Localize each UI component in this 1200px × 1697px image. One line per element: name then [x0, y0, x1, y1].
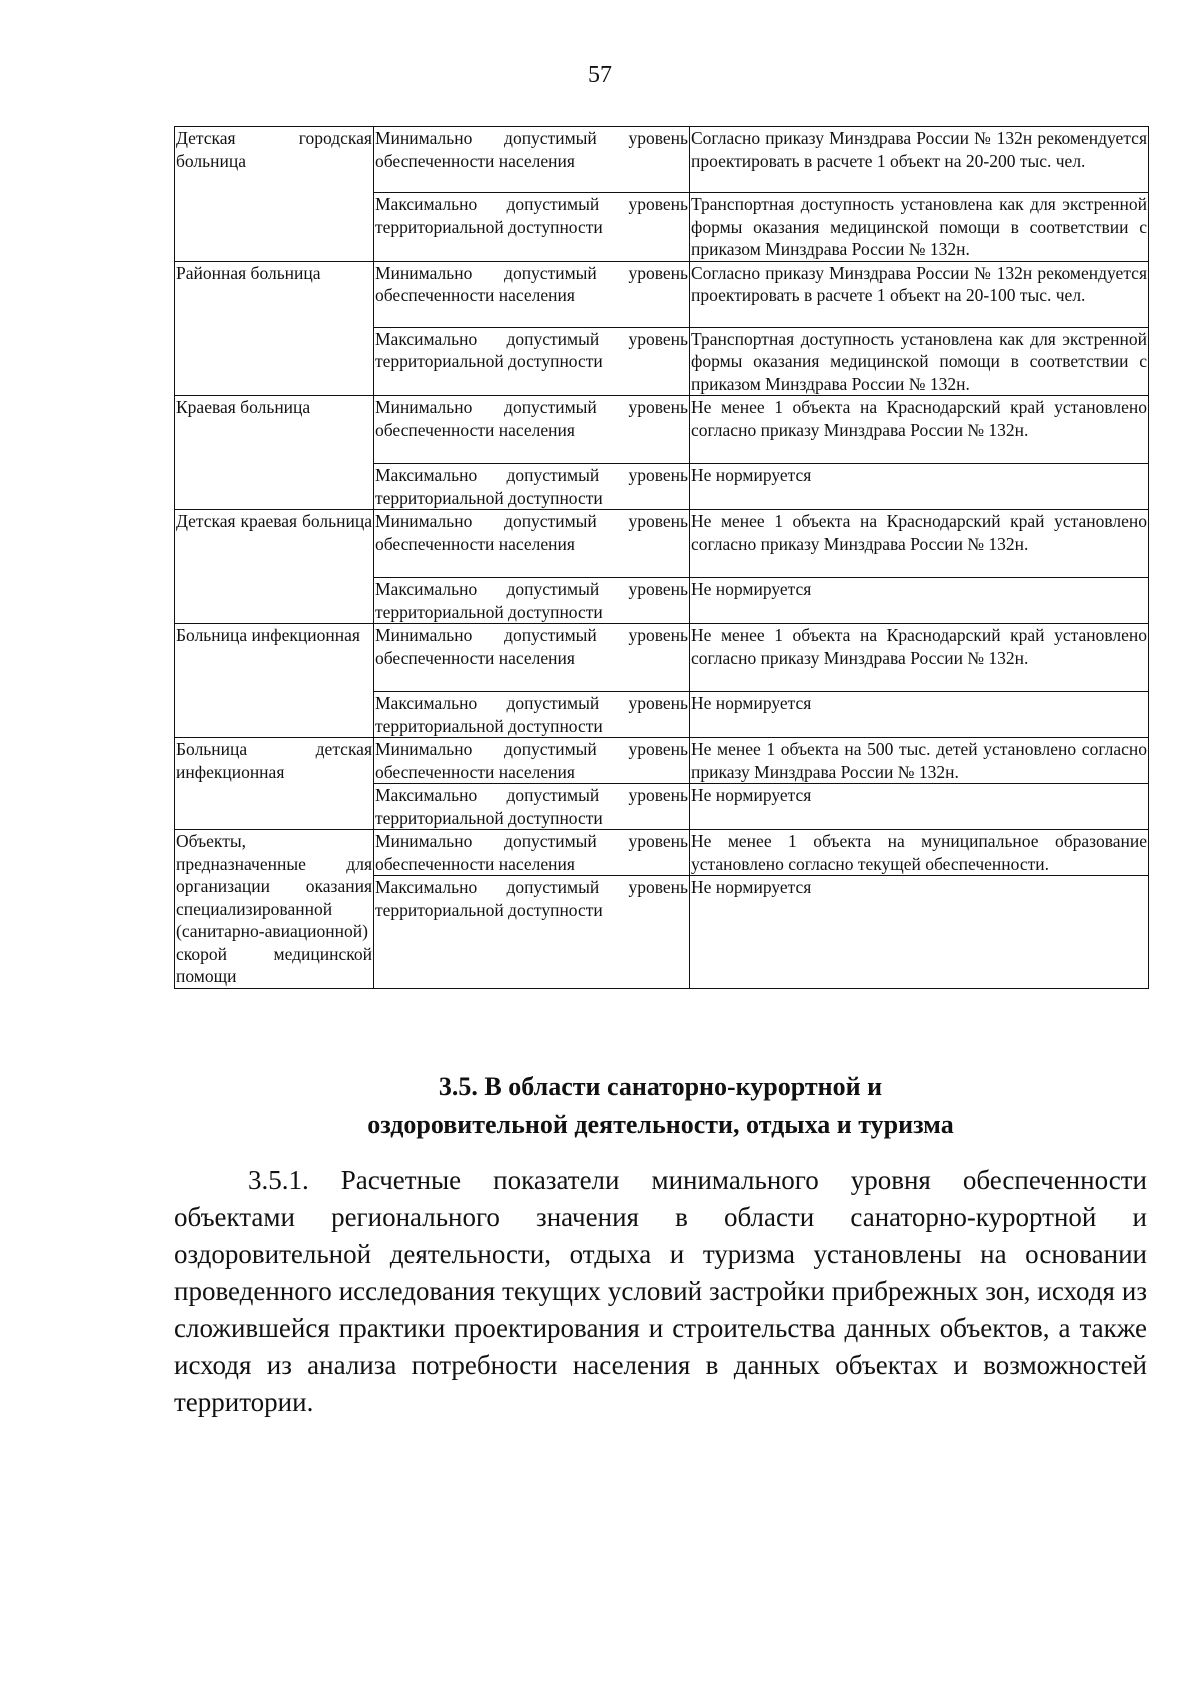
- indicator-cell: Максимально допустимый уровень территориальной доступности: [375, 785, 688, 828]
- value-cell: Не нормируется: [690, 784, 1149, 830]
- value-cell: Транспортная доступность установлена как для экстренной формы оказания медицинской помощи в соответствии с приказом Минздрава России № 132н.: [691, 328, 1147, 394]
- value-cell: Не менее 1 объекта на Краснодарский край установлено согласно приказу Минздрава России № 132н.: [690, 396, 1149, 464]
- indicator-cell: Минимально допустимый уровень обеспеченности населения: [374, 127, 690, 193]
- value-cell: Согласно приказу Минздрава России № 132н рекомендуется проектировать в расчете 1 объект на 20-200 тыс. чел.: [690, 127, 1149, 193]
- value-cell: Не менее 1 объекта на Краснодарский край установлено согласно приказу Минздрава России № 132н.: [690, 624, 1149, 692]
- object-cell: Краевая больница: [175, 396, 374, 510]
- indicator-cell: Минимально допустимый уровень обеспеченности населения: [374, 261, 690, 327]
- indicator-cell: Минимально допустимый уровень обеспеченности населения: [374, 624, 690, 692]
- indicator-cell: Максимально допустимый уровень территориальной доступности: [375, 693, 688, 736]
- value-cell: Не нормируется: [690, 692, 1149, 738]
- object-cell: Объекты, предназначенные для организации оказания специализированной (санитарно-авиационной) скорой медицинской помощи: [176, 831, 372, 986]
- indicator-cell: Минимально допустимый уровень обеспеченности населения: [374, 396, 690, 464]
- object-cell: Детская краевая больница: [175, 510, 374, 624]
- indicator-cell: Максимально допустимый уровень территориальной доступности: [374, 193, 690, 262]
- table-row: [175, 624, 1149, 692]
- indicator-cell: Минимально допустимый уровень обеспеченности населения: [374, 510, 690, 578]
- page-number: 57: [588, 62, 612, 88]
- value-cell: Не менее 1 объекта на муниципальное образование установлено согласно текущей обеспеченности.: [690, 830, 1149, 876]
- table-row: [175, 830, 1149, 876]
- value-cell: Не менее 1 объекта на 500 тыс. детей установлено согласно приказу Минздрава России № 132н.: [691, 739, 1147, 782]
- value-cell: Транспортная доступность установлена как для экстренной формы оказания медицинской помощи в соответствии с приказом Минздрава России № 132н.: [691, 194, 1147, 259]
- table-row: [175, 510, 1149, 578]
- indicator-cell: Минимально допустимый уровень обеспеченности населения: [374, 830, 690, 876]
- table-row: [175, 261, 1149, 327]
- section-heading-line: 3.5. В области санаторно-курортной и: [438, 1072, 883, 1101]
- indicator-cell: Максимально допустимый уровень территориальной доступности: [374, 327, 690, 396]
- object-cell: Районная больница: [175, 261, 374, 396]
- table-row: [175, 738, 1149, 784]
- indicator-cell: Максимально допустимый уровень территориальной доступности: [374, 876, 690, 988]
- object-cell: Больница инфекционная: [175, 624, 374, 738]
- value-cell: Не менее 1 объекта на Краснодарский край установлено согласно приказу Минздрава России № 132н.: [690, 510, 1149, 578]
- indicator-cell: Минимально допустимый уровень обеспеченности населения: [375, 739, 688, 782]
- section-heading: [174, 1068, 1147, 1144]
- table-row: [175, 127, 1149, 193]
- indicator-cell: Максимально допустимый уровень территориальной доступности: [375, 579, 688, 622]
- indicator-cell: Максимально допустимый уровень территориальной доступности: [375, 465, 688, 508]
- object-cell: Детская городская больница: [175, 127, 374, 262]
- value-cell: Согласно приказу Минздрава России № 132н рекомендуется проектировать в расчете 1 объект на 20-100 тыс. чел.: [690, 261, 1149, 327]
- value-cell: Не нормируется: [690, 578, 1149, 624]
- section-heading-line: оздоровительной деятельности, отдыха и туризма: [367, 1110, 954, 1139]
- norms-table: [174, 126, 1149, 989]
- value-cell: Не нормируется: [690, 876, 1149, 988]
- value-cell: Не нормируется: [690, 464, 1149, 510]
- table-row: [175, 396, 1149, 464]
- object-cell: Больница детская инфекционная: [175, 738, 374, 830]
- body-paragraph: 3.5.1. Расчетные показатели минимального уровня обеспеченности объектами регионального значения в области санаторно-курортной и оздоровительной деятельности, отдыха и туризма установлены на основании проведенного исследования текущих условий застройки прибрежных зон, исходя из сложившейся практики проектирования и строительства данных объектов, а также исходя из анализа потребности населения в данных объектах и возможностей территории.: [174, 1165, 1147, 1417]
